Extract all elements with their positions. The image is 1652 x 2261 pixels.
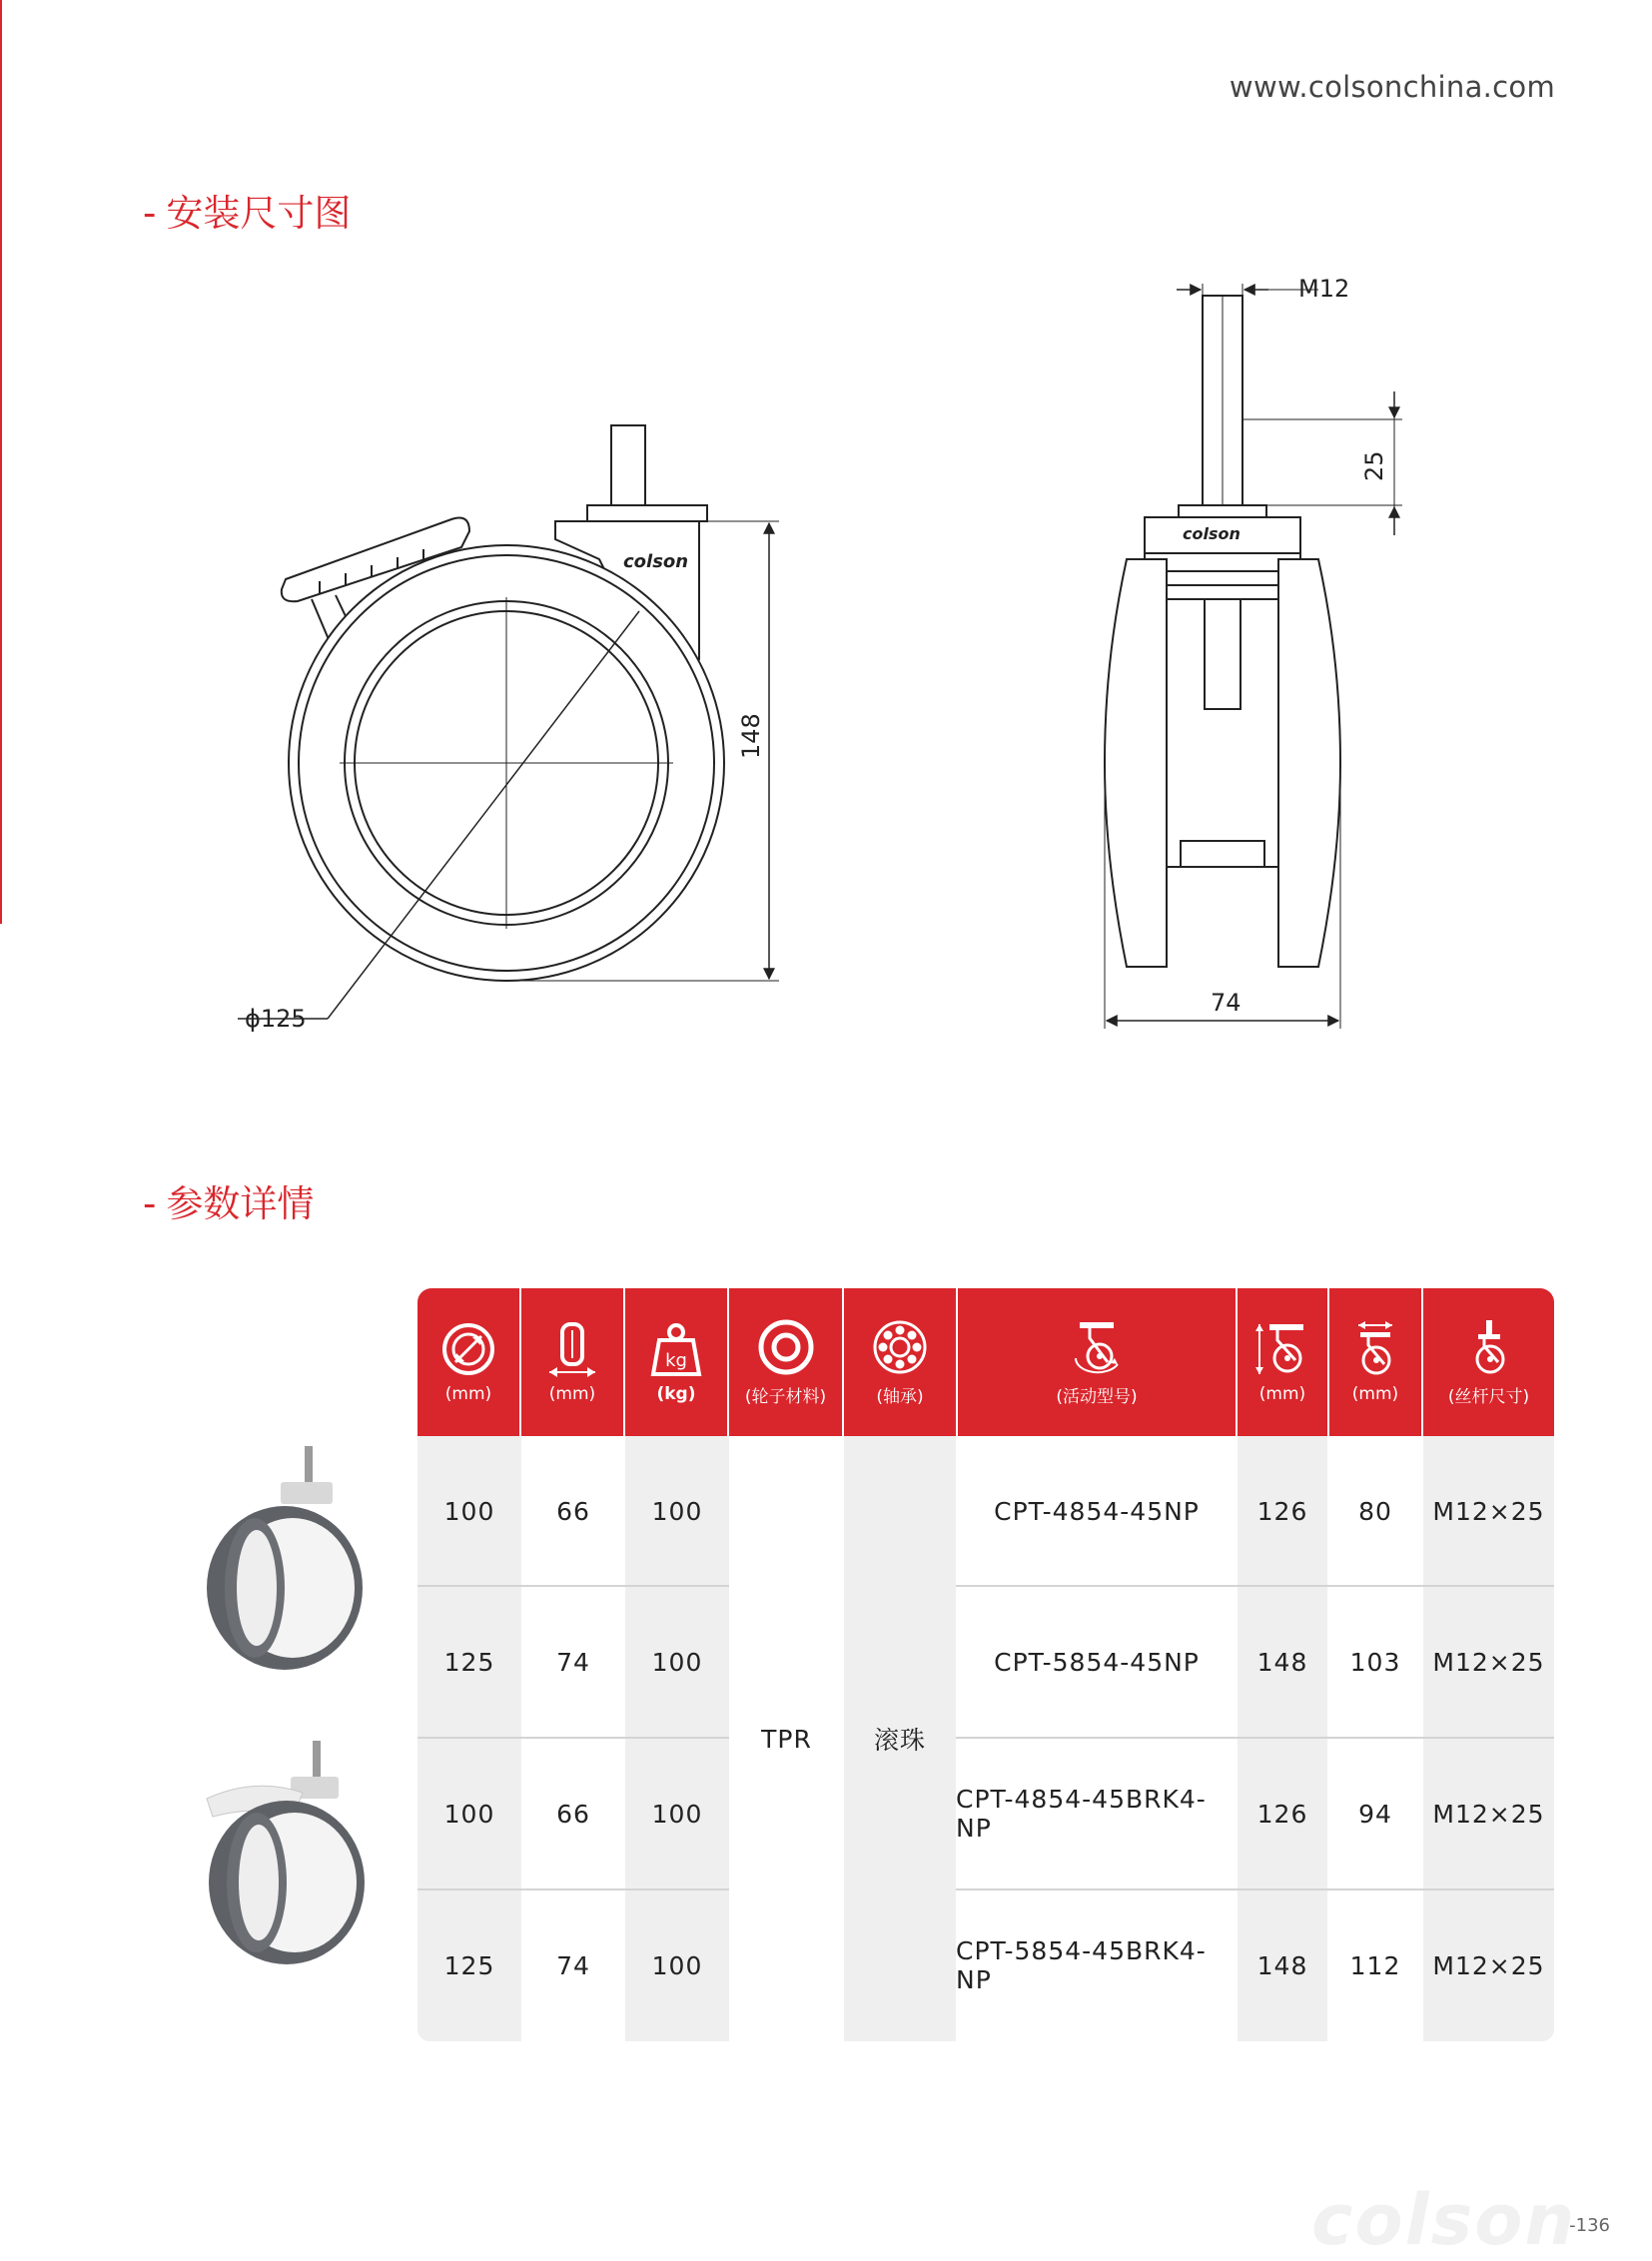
row4-width: 74 xyxy=(556,1950,590,1980)
header-height-label: (mm) xyxy=(1258,1384,1306,1404)
caster-height-icon xyxy=(1253,1320,1311,1378)
row3-model: CPT-4854-45BRK4-NP xyxy=(956,1785,1207,1843)
row2-width: 74 xyxy=(556,1647,590,1677)
row3-diameter: 100 xyxy=(443,1799,495,1829)
bearing-icon xyxy=(871,1318,929,1376)
row1-width: 66 xyxy=(556,1496,590,1526)
wheel-diameter-icon xyxy=(439,1320,497,1378)
wheel-material-cell: TPR xyxy=(761,1724,812,1754)
row1-diameter: 100 xyxy=(443,1496,495,1526)
row4-thread: M12×25 xyxy=(1432,1950,1545,1980)
row1-height: 126 xyxy=(1256,1496,1308,1526)
row2-offset: 103 xyxy=(1349,1647,1401,1677)
side-view xyxy=(238,425,779,1019)
caster-photo-standard xyxy=(195,1438,375,1678)
header-diameter xyxy=(417,1288,519,1436)
thread-dimension: M12 xyxy=(1298,275,1350,303)
svg-text:kg: kg xyxy=(665,1350,687,1371)
title-dash: - xyxy=(143,1182,157,1225)
diameter-dimension: ϕ125 xyxy=(245,1005,307,1033)
row3-offset: 94 xyxy=(1358,1799,1392,1829)
install-section-title xyxy=(143,183,351,237)
height-dimension: 148 xyxy=(737,713,765,759)
header-offset-label: (mm) xyxy=(1351,1384,1399,1404)
swivel-caster-icon xyxy=(1068,1318,1126,1376)
housing-brand-text: colson xyxy=(623,551,689,572)
header-load xyxy=(625,1288,727,1436)
row3-load: 100 xyxy=(651,1799,703,1829)
page-number: -136 xyxy=(1569,2215,1610,2236)
width-dimension: 74 xyxy=(1211,989,1241,1017)
params-section-title xyxy=(143,1173,314,1227)
wheel-material-icon xyxy=(757,1318,815,1376)
params-title-text: 参数详情 xyxy=(166,1182,315,1225)
row4-model: CPT-5854-45BRK4-NP xyxy=(956,1936,1207,1994)
footer-logo: colson xyxy=(1311,2179,1577,2261)
installation-drawing xyxy=(0,240,1652,1059)
header-thread xyxy=(1423,1288,1554,1436)
header-material xyxy=(729,1288,842,1436)
header-material-label: (轮子材料) xyxy=(744,1386,827,1407)
row4-height: 148 xyxy=(1256,1950,1308,1980)
install-title-text: 安装尺寸图 xyxy=(166,192,352,235)
row3-height: 126 xyxy=(1256,1799,1308,1829)
row1-model: CPT-4854-45NP xyxy=(994,1496,1200,1526)
header-offset xyxy=(1329,1288,1421,1436)
bearing-cell: 滚珠 xyxy=(873,1726,926,1755)
row2-load: 100 xyxy=(651,1647,703,1677)
header-thread-label: (丝杆尺寸) xyxy=(1447,1386,1530,1407)
row3-thread: M12×25 xyxy=(1432,1799,1545,1829)
header-bearing xyxy=(844,1288,956,1436)
caster-photo-brake xyxy=(195,1733,375,1972)
caster-width-icon xyxy=(1346,1320,1404,1378)
row2-model: CPT-5854-45NP xyxy=(994,1647,1200,1677)
stem-dimension: 25 xyxy=(1360,450,1388,481)
row3-width: 66 xyxy=(556,1799,590,1829)
front-view xyxy=(1105,284,1402,1029)
header-model-label: (活动型号) xyxy=(1056,1386,1138,1407)
row4-diameter: 125 xyxy=(443,1950,495,1980)
title-dash: - xyxy=(143,192,157,235)
row4-load: 100 xyxy=(651,1950,703,1980)
wheel-width-icon xyxy=(543,1320,601,1378)
row4-offset: 112 xyxy=(1349,1950,1401,1980)
header-width xyxy=(521,1288,623,1436)
thread-stem-icon xyxy=(1460,1318,1518,1376)
row1-load: 100 xyxy=(651,1496,703,1526)
header-width-label: (mm) xyxy=(548,1384,596,1404)
row1-offset: 80 xyxy=(1358,1496,1392,1526)
row2-diameter: 125 xyxy=(443,1647,495,1677)
header-height xyxy=(1238,1288,1327,1436)
row1-thread: M12×25 xyxy=(1432,1496,1545,1526)
row2-thread: M12×25 xyxy=(1432,1647,1545,1677)
header-load-label: (kg) xyxy=(656,1384,696,1404)
site-url[interactable]: www.colsonchina.com xyxy=(1229,70,1555,104)
row2-height: 148 xyxy=(1256,1647,1308,1677)
header-bearing-label: (轴承) xyxy=(876,1386,924,1407)
header-model xyxy=(958,1288,1236,1436)
load-weight-icon xyxy=(647,1320,705,1378)
header-diameter-label: (mm) xyxy=(444,1384,492,1404)
front-brand-text: colson xyxy=(1183,524,1240,543)
